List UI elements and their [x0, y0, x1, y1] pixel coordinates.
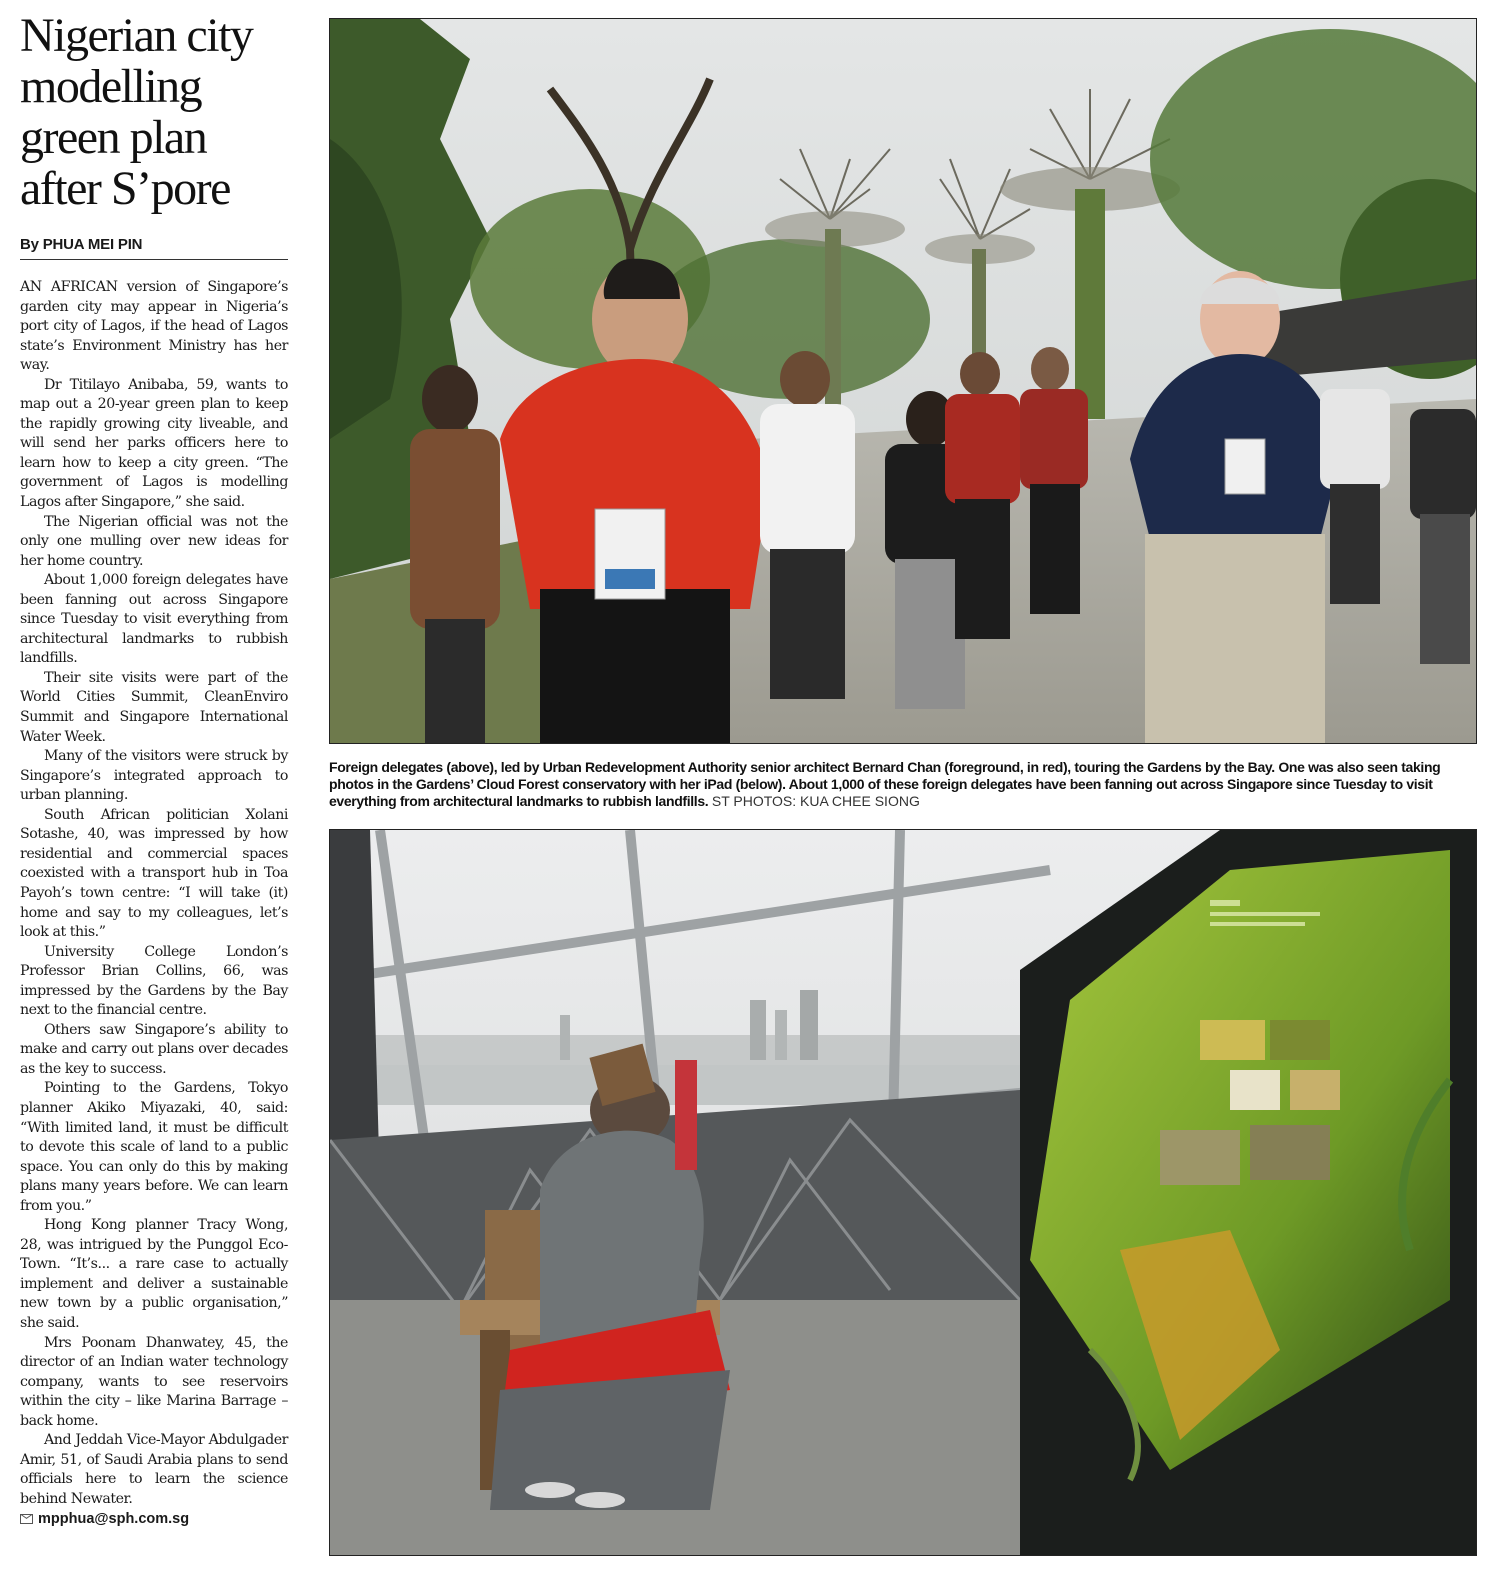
paragraph: Hong Kong planner Tracy Wong, 28, was intrigued by the Punggol Eco-Town. “It’s... a rare case to actually implement and deliver a sustainable new town by a public organisation,” she said.	[20, 1217, 288, 1331]
paragraph: About 1,000 foreign delegates have been fanning out across Singapore since Tuesday to visit everything from architectural landmarks to rubbish landfills.	[20, 572, 288, 667]
paragraph: Many of the visitors were struck by Singapore’s integrated approach to urban planning.	[20, 748, 288, 804]
paragraph: AN AFRICAN version of Singapore’s garden city may appear in Nigeria’s port city of Lagos, if the head of Lagos state’s Environment Ministry has her way.	[20, 279, 288, 374]
paragraph: South African politician Xolani Sotashe, 40, was impressed by how residential and commercial spaces coexisted with a transport hub in Toa Payoh’s town centre: “I will take (it) home and say to my colleagues, let’s look at this.”	[20, 806, 288, 941]
paragraph: Their site visits were part of the World Cities Summit, CleanEnviro Summit and Singapore International Water Week.	[20, 669, 288, 745]
author-email-line	[20, 1511, 288, 1527]
paragraph: University College London’s Professor Brian Collins, 66, was impressed by the Gardens by the Bay next to the financial centre.	[20, 943, 288, 1019]
paragraph: And Jeddah Vice-Mayor Abdulgader Amir, 51, of Saudi Arabia plans to send officials here to learn the science behind Newater.	[20, 1432, 288, 1507]
paragraph: Mrs Poonam Dhanwatey, 45, the director of an Indian water technology company, wants to see reservoirs within the city – like Marina Barrage – back home.	[20, 1334, 288, 1429]
author-email[interactable]: mpphua@sph.com.sg	[38, 1511, 190, 1528]
article-body	[20, 278, 288, 1509]
paragraph: Dr Titilayo Anibaba, 59, wants to map out a 20-year green plan to keep the rapidly growing city liveable, and will send her parks officers here to learn how to keep a city green. “The government of Lagos is modelling Lagos after Singapore,” she said.	[20, 376, 288, 511]
photo-cloud-forest-ipad	[329, 829, 1477, 1556]
photo-credit: ST PHOTOS: KUA CHEE SIONG	[711, 793, 920, 809]
headline: Nigerian city modelling green plan after S’pore	[20, 9, 253, 215]
article-column	[20, 10, 288, 1527]
photo-caption	[329, 759, 1475, 810]
paragraph: Pointing to the Gardens, Tokyo planner Akiko Miyazaki, 40, said: “With limited land, it must be difficult to devote this scale of land to a public space. You can only do this by making plans many years before. We can learn from you.”	[20, 1080, 288, 1214]
envelope-icon	[20, 1514, 33, 1524]
byline: By PHUA MEI PIN	[20, 236, 288, 260]
caption-text: Foreign delegates (above), led by Urban Redevelopment Authority senior architect Bernard Chan (foreground, in red), touring the Gardens by the Bay. One was also seen taking photos in the Gardens’ Cloud Forest conservatory with her iPad (below). About 1,000 of these foreign delegates have been fanning out across Singapore since Tuesday to visit everything from architectural landmarks to rubbish landfills.	[329, 759, 1441, 809]
paragraph: The Nigerian official was not the only one mulling over new ideas for her home country.	[20, 513, 288, 569]
paragraph: Others saw Singapore’s ability to make and carry out plans over decades as the key to success.	[20, 1021, 288, 1077]
photo-delegates-touring-gardens	[329, 18, 1477, 744]
